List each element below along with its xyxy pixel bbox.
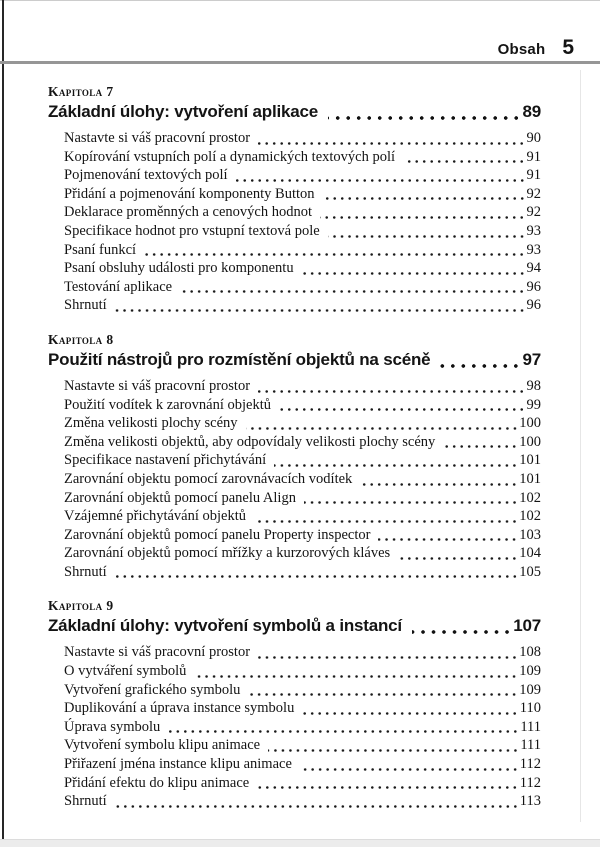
toc-entry <box>64 774 541 793</box>
entry-title: Přidání efektu do klipu animace <box>64 774 250 791</box>
dot-leader <box>320 216 525 219</box>
entry-page-number: 91 <box>526 148 541 165</box>
entry-page-number: 101 <box>519 452 541 469</box>
entry-title: Nastavte si váš pracovní prostor <box>64 377 251 394</box>
chapter-page-number: 97 <box>522 349 541 369</box>
dot-leader <box>302 272 526 275</box>
entry-title: Úprava symbolu <box>64 718 161 735</box>
entry-page-number: 112 <box>519 774 541 791</box>
dot-leader <box>398 557 518 560</box>
entry-page-number: 92 <box>526 185 541 202</box>
entry-title: Vzájemné přichytávání objektů <box>64 508 246 525</box>
toc-entry <box>64 222 541 241</box>
toc-entry <box>64 414 541 433</box>
dot-leader <box>300 768 519 771</box>
dot-leader <box>248 693 518 696</box>
toc-entry <box>64 278 541 297</box>
dot-leader <box>115 309 526 312</box>
entry-page-number: 102 <box>519 508 541 525</box>
entry-title: Použití vodítek k zarovnání objektů <box>64 396 271 413</box>
chapter-label: Kapitola 7 <box>48 84 114 99</box>
entry-page-number: 93 <box>526 241 541 258</box>
dot-leader <box>323 197 526 200</box>
entry-title: Vytvoření grafického symbolu <box>64 681 241 698</box>
toc-entry <box>64 166 541 185</box>
dot-leader <box>257 786 519 789</box>
entry-page-number: 92 <box>526 204 541 221</box>
dot-leader <box>274 464 518 467</box>
dot-leader <box>412 630 512 634</box>
entry-title: Změna velikosti plochy scény <box>64 415 238 432</box>
toc-entry <box>64 681 541 700</box>
chapter-title: Základní úlohy: vytvoření symbolů a instancí <box>48 616 402 636</box>
dot-leader <box>328 235 526 238</box>
toc-entry <box>64 433 541 452</box>
toc-entry <box>64 185 541 204</box>
toc-entry <box>64 489 541 508</box>
entry-page-number: 103 <box>519 526 541 543</box>
entry-title: Nastavte si váš pracovní prostor <box>64 644 251 661</box>
entry-page-number: 96 <box>526 297 541 314</box>
entry-title: Zarovnání objektů pomocí panelu Align <box>64 489 296 506</box>
chapter-page-number: 107 <box>513 616 541 636</box>
entry-title: Pojmenování textových polí <box>64 167 228 184</box>
dot-leader <box>180 290 525 293</box>
toc-entry <box>64 643 541 662</box>
chapter-title-row <box>48 101 541 123</box>
page-number: 5 <box>562 36 574 59</box>
toc-entry <box>64 755 541 774</box>
entry-title: Testování aplikace <box>64 278 173 295</box>
entry-title: Zarovnání objektů pomocí mřížky a kurzorových kláves <box>64 545 391 562</box>
running-head-title: Obsah <box>497 41 546 58</box>
entry-title: Psaní funkcí <box>64 241 137 258</box>
dot-leader <box>144 253 525 256</box>
dot-leader <box>378 538 518 541</box>
page-top-edge <box>0 0 600 1</box>
dot-leader <box>443 445 518 448</box>
dot-leader <box>258 390 525 393</box>
dot-leader <box>328 116 521 120</box>
toc-entry <box>64 259 541 278</box>
entry-title: Deklarace proměnných a cenových hodnot <box>64 204 313 221</box>
dot-leader <box>302 712 518 715</box>
dot-leader <box>194 675 518 678</box>
dot-leader <box>115 575 519 578</box>
toc-entry <box>64 544 541 563</box>
dot-leader <box>246 427 519 430</box>
entry-page-number: 99 <box>526 396 541 413</box>
entry-title: Duplikování a úprava instance symbolu <box>64 700 295 717</box>
entry-page-number: 91 <box>526 167 541 184</box>
toc-entry <box>64 792 541 811</box>
entry-page-number: 110 <box>519 700 541 717</box>
entry-title: Shrnutí <box>64 793 107 810</box>
chapter-title-row <box>48 615 541 637</box>
chapter-title-row <box>48 349 541 371</box>
entry-title: Přiřazení jména instance klipu animace <box>64 756 292 773</box>
toc-chapter-7 <box>48 84 541 315</box>
entry-title: Zarovnání objektů pomocí panelu Property inspector <box>64 526 371 543</box>
page-scan-shadow <box>580 70 581 822</box>
toc-entry <box>64 129 541 148</box>
dot-leader <box>304 501 518 504</box>
entry-page-number: 90 <box>526 130 541 146</box>
entry-page-number: 104 <box>519 545 541 562</box>
entry-page-number: 105 <box>519 563 541 580</box>
dot-leader <box>236 179 526 182</box>
entry-title: Psaní obsluhy události pro komponentu <box>64 260 294 277</box>
dot-leader <box>258 656 518 659</box>
toc-chapter-8 <box>48 332 541 582</box>
toc-entry <box>64 451 541 470</box>
toc-chapter-9 <box>48 598 541 810</box>
entry-title: Specifikace nastavení přichytávání <box>64 452 267 469</box>
chapter-title: Použití nástrojů pro rozmístění objektů na scéně <box>48 349 431 369</box>
entry-page-number: 108 <box>519 644 541 661</box>
entry-page-number: 111 <box>520 737 541 754</box>
entry-title: Shrnutí <box>64 563 107 580</box>
entry-page-number: 94 <box>526 260 541 277</box>
entry-title: Zarovnání objektu pomocí zarovnávacích vodítek <box>64 470 353 487</box>
entry-page-number: 111 <box>520 718 541 735</box>
toc-entry <box>64 699 541 718</box>
dot-leader <box>403 160 525 163</box>
toc-entry <box>64 662 541 681</box>
entry-page-number: 112 <box>519 756 541 773</box>
entry-title: Specifikace hodnot pro vstupní textová pole <box>64 222 320 239</box>
dot-leader <box>268 749 519 752</box>
toc-content <box>48 64 541 828</box>
entry-page-number: 101 <box>519 470 541 487</box>
chapter-entries <box>48 377 541 582</box>
toc-entry <box>64 296 541 315</box>
dot-leader <box>279 408 526 411</box>
entry-page-number: 93 <box>526 222 541 239</box>
chapter-label: Kapitola 8 <box>48 331 114 347</box>
toc-entry <box>64 203 541 222</box>
entry-title: Vytvoření symbolu klipu animace <box>64 737 261 754</box>
entry-title: O vytváření symbolů <box>64 663 187 680</box>
toc-entry <box>64 563 541 582</box>
toc-entry <box>64 377 541 396</box>
toc-entry <box>64 507 541 526</box>
entry-page-number: 102 <box>519 489 541 506</box>
entry-page-number: 109 <box>519 663 541 680</box>
chapter-page-number: 89 <box>522 102 541 121</box>
page-left-edge <box>2 0 4 847</box>
entry-page-number: 98 <box>526 377 541 394</box>
toc-entry <box>64 736 541 755</box>
dot-leader <box>360 483 518 486</box>
entry-page-number: 109 <box>519 681 541 698</box>
dot-leader <box>168 730 519 733</box>
page-header <box>498 36 574 60</box>
chapter-label: Kapitola 9 <box>48 598 114 614</box>
dot-leader <box>258 142 525 145</box>
entry-title: Shrnutí <box>64 297 107 314</box>
toc-entry <box>64 241 541 260</box>
entry-page-number: 113 <box>519 793 541 810</box>
toc-entry <box>64 396 541 415</box>
toc-entry <box>64 470 541 489</box>
toc-entry <box>64 148 541 167</box>
chapter-entries <box>48 643 541 810</box>
entry-page-number: 100 <box>519 415 541 432</box>
dot-leader <box>115 805 519 808</box>
page-bottom-edge <box>0 839 600 847</box>
entry-title: Změna velikosti objektů, aby odpovídaly velikosti plochy scény <box>64 433 436 450</box>
chapter-title: Základní úlohy: vytvoření aplikace <box>48 102 319 121</box>
entry-title: Přidání a pojmenování komponenty Button <box>64 185 315 202</box>
entry-title: Kopírování vstupních polí a dynamických textových polí <box>64 148 396 165</box>
entry-page-number: 100 <box>519 433 541 450</box>
dot-leader <box>440 364 521 368</box>
entry-page-number: 96 <box>526 278 541 295</box>
dot-leader <box>254 520 518 523</box>
chapter-entries <box>48 129 541 315</box>
toc-entry <box>64 718 541 737</box>
entry-title: Nastavte si váš pracovní prostor <box>64 130 251 146</box>
toc-entry <box>64 526 541 545</box>
